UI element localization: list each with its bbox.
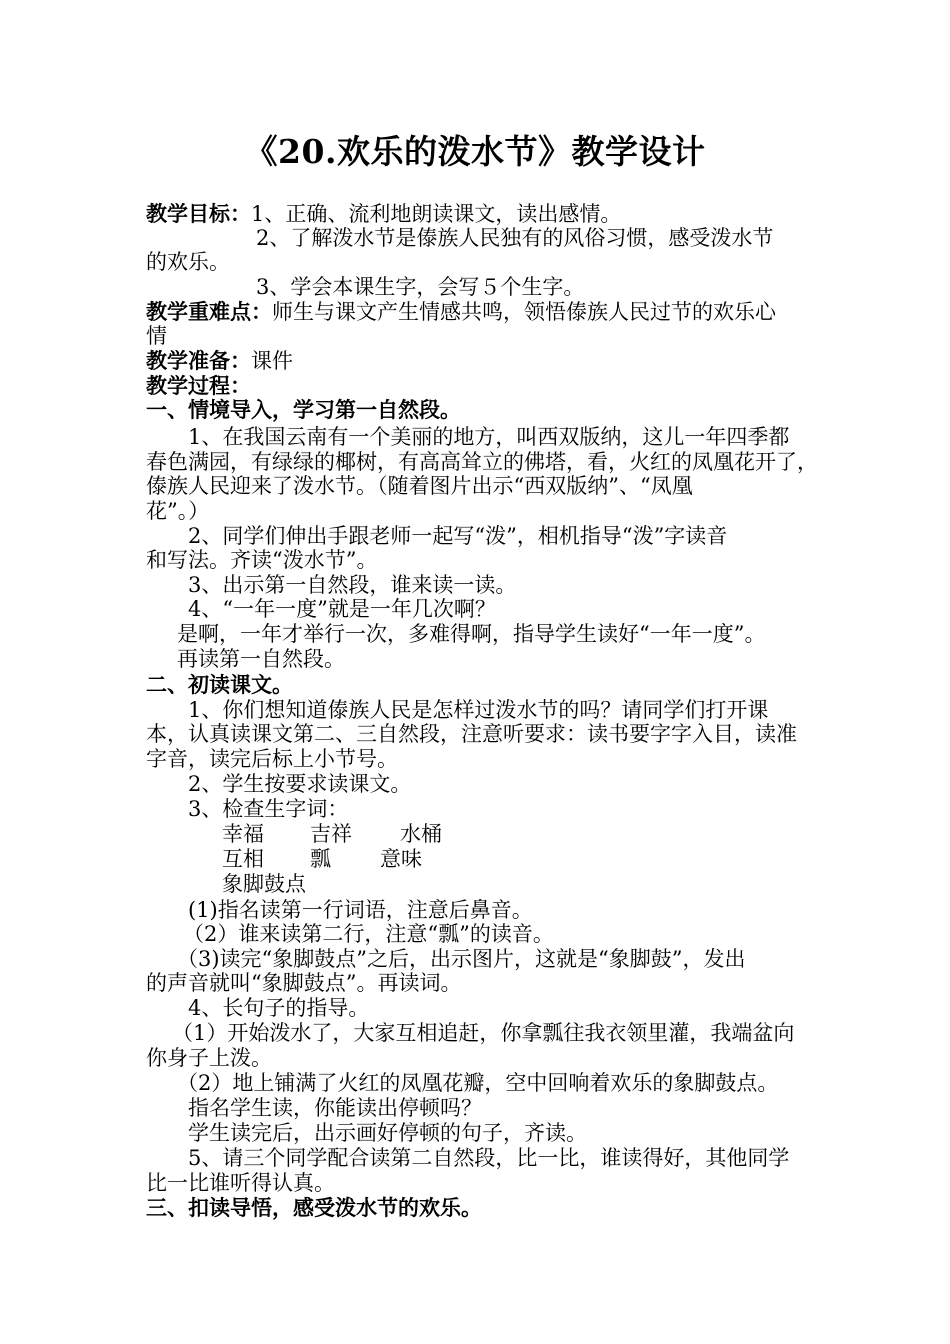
section1-p1c: 傣族人民迎来了泼水节。（随着图片出示“西双版纳”、“凤凰 bbox=[146, 474, 693, 498]
section2-p2: 2、学生按要求读课文。 bbox=[188, 772, 412, 796]
section2-p1a: 1、你们想知道傣族人民是怎样过泼水节的吗？请同学们打开课 bbox=[188, 698, 769, 722]
word-item: 瓢 bbox=[310, 847, 331, 871]
goals-label: 教学目标： bbox=[146, 201, 251, 226]
section2-s1: (1)指名读第一行词语，注意后鼻音。 bbox=[188, 898, 533, 922]
section2-s3a: （3)读完“象脚鼓点”之后，出示图片，这就是“象脚鼓”，发出 bbox=[177, 947, 746, 971]
section1-p2a: 2、同学们伸出手跟老师一起写“泼”，相机指导“泼”字读音 bbox=[188, 524, 728, 548]
section1-p6: 再读第一自然段。 bbox=[177, 647, 345, 671]
goals-item-1: 1、正确、流利地朗读课文，读出感情。 bbox=[251, 202, 622, 226]
section2-p1c: 字音，读完后标上小节号。 bbox=[146, 747, 398, 771]
section1-p4: 4、“一年一度”就是一年几次啊？ bbox=[188, 597, 496, 621]
section2-p1b: 本，认真读课文第二、三自然段，注意听要求：读书要字字入目，读准 bbox=[146, 722, 797, 746]
section2-l3: 指名学生读，你能读出停顿吗？ bbox=[188, 1096, 482, 1120]
preparation-label: 教学准备： bbox=[146, 348, 251, 373]
word-item: 象脚鼓点 bbox=[222, 872, 306, 896]
document-title: 《20.欢乐的泼水节》教学设计 bbox=[244, 132, 706, 171]
goals-item-3: 3、学会本课生字，会写５个生字。 bbox=[256, 275, 585, 299]
word-item: 幸福 bbox=[222, 822, 264, 846]
preparation-text: 课件 bbox=[251, 349, 293, 373]
section1-p1d: 花”。） bbox=[146, 499, 210, 523]
section1-p2b: 和写法。齐读“泼水节”。 bbox=[146, 548, 378, 572]
process-label: 教学过程： bbox=[146, 373, 251, 398]
section2-p5b: 比一比谁听得认真。 bbox=[146, 1171, 335, 1195]
word-item: 意味 bbox=[380, 847, 422, 871]
goals-item-2b: 的欢乐。 bbox=[146, 250, 230, 274]
goals-item-2a: 2、了解泼水节是傣族人民独有的风俗习惯，感受泼水节 bbox=[256, 226, 774, 250]
word-row-1 bbox=[222, 822, 442, 847]
key-points-label: 教学重难点： bbox=[146, 299, 272, 324]
section2-p3: 3、检查生字词： bbox=[188, 797, 349, 821]
section2-p5a: 5、请三个同学配合读第二自然段，比一比，谁读得好，其他同学 bbox=[188, 1146, 790, 1170]
section2-l2: （2）地上铺满了火红的凤凰花瓣，空中回响着欢乐的象脚鼓点。 bbox=[177, 1071, 779, 1095]
section1-p5: 是啊，一年才举行一次，多难得啊，指导学生读好“一年一度”。 bbox=[177, 622, 766, 646]
word-item: 水桶 bbox=[400, 822, 442, 846]
preparation-line bbox=[146, 348, 293, 374]
goals-line-1 bbox=[146, 201, 621, 227]
section1-heading: 一、情境导入，学习第一自然段。 bbox=[146, 397, 461, 422]
section2-l4: 学生读完后，出示画好停顿的句子，齐读。 bbox=[188, 1121, 587, 1145]
word-row-3 bbox=[222, 872, 306, 897]
section2-p4: 4、长句子的指导。 bbox=[188, 996, 370, 1020]
key-points-text-b: 情 bbox=[146, 324, 167, 348]
section1-p3: 3、出示第一自然段，谁来读一读。 bbox=[188, 573, 517, 597]
section3-heading: 三、扣读导悟，感受泼水节的欢乐。 bbox=[146, 1195, 482, 1220]
section2-s2: （2）谁来读第二行，注意“瓢”的读音。 bbox=[183, 922, 554, 946]
section2-heading: 二、初读课文。 bbox=[146, 672, 293, 697]
section1-p1a: 1、在我国云南有一个美丽的地方，叫西双版纳，这儿一年四季都 bbox=[188, 425, 790, 449]
section2-l1b: 你身子上泼。 bbox=[146, 1046, 272, 1070]
section2-l1a: （1）开始泼水了，大家互相追赶，你拿瓢往我衣领里灌，我端盆向 bbox=[172, 1021, 795, 1045]
word-item: 吉祥 bbox=[310, 822, 352, 846]
key-points-line-1 bbox=[146, 299, 776, 325]
key-points-text-a: 师生与课文产生情感共鸣，领悟傣族人民过节的欢乐心 bbox=[272, 300, 776, 324]
section1-p1b: 春色满园，有绿绿的椰树，有高高耸立的佛塔，看，火红的凤凰花开了， bbox=[146, 450, 818, 474]
word-row-2 bbox=[222, 847, 422, 872]
section2-s3b: 的声音就叫“象脚鼓点”。再读词。 bbox=[146, 971, 462, 995]
word-item: 互相 bbox=[222, 847, 264, 871]
